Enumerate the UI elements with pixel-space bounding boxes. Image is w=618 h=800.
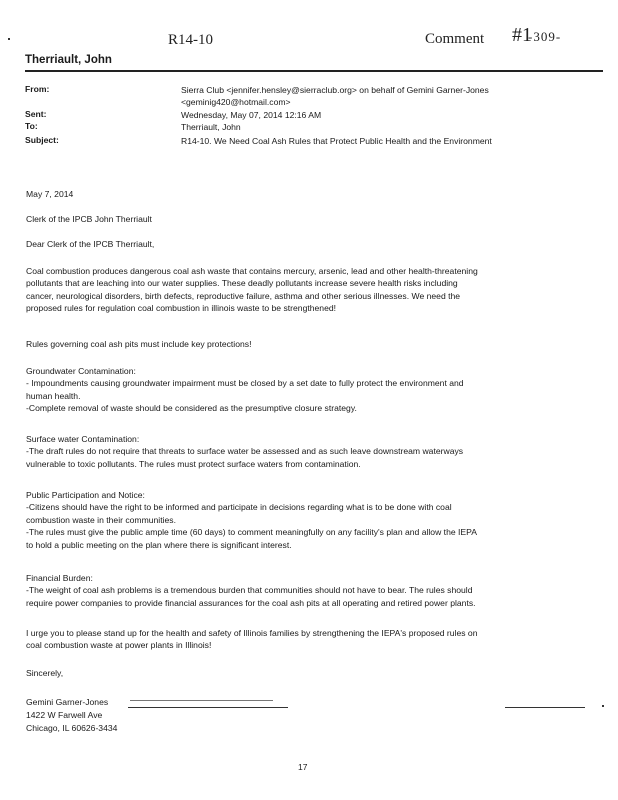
protections-paragraph: Rules governing coal ash pits must include key protections! [26,339,252,349]
groundwater-line: - Impoundments causing groundwater impairment must be closed by a set date to fully protect the environment and [26,378,464,389]
from-value [181,84,581,108]
financial-burden-heading: Financial Burden: [26,573,93,583]
scan-speck [602,705,604,707]
scan-speck [8,38,10,40]
intro-line: proposed rules for regulation coal combustion in illinois waste to be strengthened! [26,303,337,314]
signature-line [505,707,585,708]
letter-signoff: Sincerely, [26,668,64,678]
closing-line: coal combustion waste at power plants in Illinois! [26,640,212,651]
sender-city: Chicago, IL 60626-3434 [26,723,118,733]
mailbox-owner: Therriault, John [25,54,112,66]
groundwater-line: human health. [26,390,81,401]
comment-label-stamp: Comment [425,31,485,47]
public-participation-section [26,489,586,551]
comment-number-suffix-stamp: -309- [528,29,562,44]
financial-burden-line: require power companies to provide financial assurances for the coal ash pits at all operating and retired power plants. [26,597,476,608]
sender-name: Gemini Garner-Jones [26,697,109,707]
from-label: From: [25,84,50,94]
intro-line: pollutants that are leaching into our water supplies. These deadly pollutants increase severe health risks including [26,278,458,289]
groundwater-heading: Groundwater Contamination: [26,366,136,376]
groundwater-section [26,365,586,415]
from-line-1: Sierra Club <jennifer.hensley@sierraclub.org> on behalf of Gemini Garner-Jones [181,85,489,95]
header-divider [25,70,603,72]
subject-value: R14-10. We Need Coal Ash Rules that Protect Public Health and the Environment [181,136,492,146]
signature-line [130,700,273,701]
page-number: 17 [298,762,308,772]
surface-water-heading: Surface water Contamination: [26,434,140,444]
from-line-2: <geminig420@hotmail.com> [181,97,291,107]
subject-label: Subject: [25,135,59,145]
financial-burden-line: -The weight of coal ash problems is a tremendous burden that communities should not have to bear. The rules should [26,585,473,596]
intro-line: cancer, neurological disorders, birth defects, reproductive failure, asthma and other serious illnesses. We need the [26,290,461,301]
sender-street: 1422 W Farwell Ave [26,710,103,720]
sent-label: Sent: [25,109,47,119]
financial-burden-section [26,572,586,609]
letter-date: May 7, 2014 [26,189,74,199]
letter-addressee: Clerk of the IPCB John Therriault [26,214,152,224]
public-participation-heading: Public Participation and Notice: [26,490,145,500]
public-participation-line: combustion waste in their communities. [26,514,176,525]
intro-paragraph [26,265,586,315]
to-value: Therriault, John [181,122,241,132]
to-label: To: [25,121,38,131]
surface-water-line: vulnerable to toxic pollutants. The rules must protect surface waters from contamination. [26,458,361,469]
surface-water-section [26,433,586,470]
public-participation-line: -The rules must give the public ample time (60 days) to comment meaningfully on any facility's plan and allow the IEPA [26,527,477,538]
comment-number-stamp: #1 [512,24,532,46]
closing-line: I urge you to please stand up for the health and safety of Illinois families by strengthening the IEPA's proposed rules on [26,628,478,638]
surface-water-line: -The draft rules do not require that threats to surface water be assessed and as such leave downstream waterways [26,446,464,457]
sent-value: Wednesday, May 07, 2014 12:16 AM [181,110,322,120]
intro-line: Coal combustion produces dangerous coal ash waste that contains mercury, arsenic, lead and other health-threatening [26,266,478,276]
public-participation-line: -Citizens should have the right to be informed and participate in decisions regarding what is to be done with coal [26,502,452,513]
signature-line [128,707,288,708]
docket-number-stamp: R14-10 [168,32,213,48]
groundwater-line: -Complete removal of waste should be considered as the presumptive closure strategy. [26,403,357,414]
letter-salutation: Dear Clerk of the IPCB Therriault, [26,239,155,249]
public-participation-line: to hold a public meeting on the plan where there is significant interest. [26,539,292,550]
closing-paragraph [26,627,586,652]
